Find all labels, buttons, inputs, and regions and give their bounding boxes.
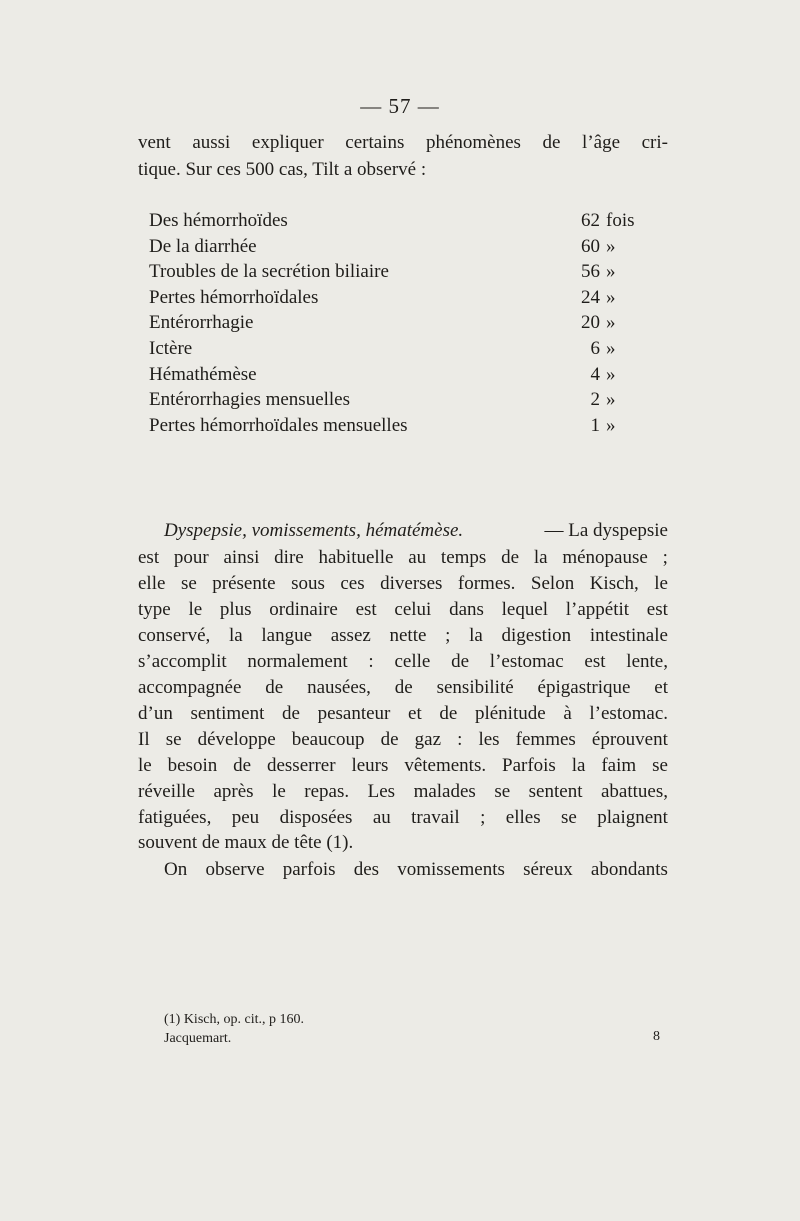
word: sentent bbox=[528, 781, 583, 802]
row-count: 24 bbox=[581, 286, 600, 308]
word: intestinale bbox=[589, 625, 668, 646]
row-label: Des hémorrhoïdes bbox=[149, 210, 288, 231]
row-count: 2 bbox=[590, 389, 600, 411]
word: pour bbox=[173, 547, 209, 568]
word: type bbox=[138, 599, 171, 620]
word: de bbox=[282, 703, 300, 724]
word: faim bbox=[601, 755, 637, 776]
word: abattues, bbox=[600, 781, 668, 802]
word: la bbox=[571, 755, 586, 776]
word: Les bbox=[367, 781, 396, 802]
word: elle bbox=[138, 573, 166, 594]
word: l’estomac. bbox=[589, 703, 668, 724]
word: gaz bbox=[414, 729, 442, 750]
word: ; bbox=[662, 547, 668, 568]
body-line bbox=[138, 701, 668, 727]
word: lente, bbox=[626, 651, 668, 672]
word: épigastrique bbox=[537, 677, 631, 698]
word: repas. bbox=[304, 781, 350, 802]
word: leurs bbox=[351, 755, 389, 776]
word: d’un bbox=[138, 703, 173, 724]
word: plénitude bbox=[474, 703, 546, 724]
body-line bbox=[138, 727, 668, 753]
word: observe bbox=[205, 859, 265, 880]
row-unit: fois bbox=[606, 210, 635, 231]
word: au bbox=[408, 547, 427, 568]
word: certains bbox=[345, 132, 405, 153]
word: l’âge bbox=[582, 132, 621, 153]
word: dire bbox=[274, 547, 304, 568]
word: abondants bbox=[590, 859, 668, 880]
word: nette bbox=[389, 625, 427, 646]
row-label: Hémathémèse bbox=[149, 363, 257, 385]
row-count: 6 bbox=[590, 338, 600, 359]
word: l’estomac bbox=[489, 651, 564, 672]
row-label: Pertes hémorrhoïdales mensuelles bbox=[149, 414, 408, 436]
body-line bbox=[138, 597, 668, 623]
word: celle bbox=[394, 651, 431, 672]
word: digestion bbox=[501, 625, 572, 646]
word: les bbox=[478, 729, 500, 750]
word: beaucoup bbox=[291, 729, 365, 750]
word: Kisch, bbox=[589, 573, 639, 594]
row-label: Troubles de la secrétion biliaire bbox=[149, 261, 389, 283]
section-last-line: souvent de maux de tête (1). bbox=[138, 832, 354, 853]
word: temps bbox=[440, 547, 487, 568]
body-line bbox=[138, 753, 668, 779]
word: conservé, bbox=[138, 625, 211, 646]
footnote-author: Jacquemart. bbox=[164, 1031, 232, 1046]
word: se bbox=[165, 729, 182, 750]
word: est bbox=[646, 599, 668, 620]
word: est bbox=[355, 599, 377, 620]
word: cri- bbox=[641, 132, 668, 153]
section-heading-title: Dyspepsie, vomissements, hématémèse. bbox=[164, 520, 464, 541]
footnote-text: (1) Kisch, op. cit., p 160. bbox=[164, 1012, 304, 1027]
word: vomissements bbox=[397, 859, 505, 880]
word: de bbox=[380, 729, 399, 750]
body-line bbox=[138, 545, 668, 571]
word: expliquer bbox=[251, 132, 324, 153]
row-count: 1 bbox=[590, 414, 600, 436]
word: besoin bbox=[167, 755, 218, 776]
word: habituelle bbox=[318, 547, 394, 568]
row-unit: » bbox=[606, 414, 616, 436]
word: la bbox=[228, 625, 243, 646]
row-count: 4 bbox=[590, 363, 600, 385]
word: se bbox=[561, 807, 577, 828]
word: au bbox=[372, 807, 391, 828]
word: femmes bbox=[515, 729, 576, 750]
word: langue bbox=[261, 625, 313, 646]
word: est bbox=[138, 547, 160, 568]
word: fatiguées, bbox=[138, 807, 212, 828]
body-line bbox=[138, 675, 668, 701]
word: l’appétit bbox=[565, 599, 630, 620]
word: sensibilité bbox=[436, 677, 514, 698]
word: disposées bbox=[279, 807, 353, 828]
word: Il bbox=[138, 729, 150, 750]
row-label: De la diarrhée bbox=[149, 235, 257, 257]
word: lequel bbox=[501, 599, 549, 620]
word: dans bbox=[449, 599, 484, 620]
word: desserrer bbox=[266, 755, 336, 776]
intro-line-1 bbox=[138, 130, 668, 156]
word: s’accomplit bbox=[138, 651, 227, 672]
word: le bbox=[654, 573, 668, 594]
word: aussi bbox=[192, 132, 231, 153]
word: Parfois bbox=[502, 755, 556, 776]
word: malades bbox=[413, 781, 476, 802]
body-line bbox=[138, 779, 668, 805]
next-paragraph-line bbox=[164, 857, 668, 883]
row-count: 20 bbox=[581, 312, 600, 334]
row-unit: » bbox=[606, 338, 616, 359]
body-line bbox=[138, 649, 668, 675]
word: vêtements. bbox=[404, 755, 487, 776]
word: de bbox=[542, 132, 561, 153]
row-unit: » bbox=[606, 235, 616, 257]
word: elles bbox=[505, 807, 541, 828]
signature-number: 8 bbox=[653, 1029, 660, 1044]
word: peu bbox=[231, 807, 260, 828]
word: formes. bbox=[457, 573, 516, 594]
word: de bbox=[451, 651, 470, 672]
row-count: 62 bbox=[581, 210, 600, 231]
word: ménopause bbox=[562, 547, 648, 568]
word: normalement bbox=[247, 651, 348, 672]
word: Selon bbox=[530, 573, 575, 594]
word: développe bbox=[197, 729, 276, 750]
word: plus bbox=[219, 599, 252, 620]
word: la bbox=[533, 547, 548, 568]
word: se bbox=[494, 781, 511, 802]
word: éprouvent bbox=[591, 729, 668, 750]
word: ainsi bbox=[223, 547, 260, 568]
word: plaignent bbox=[597, 807, 668, 828]
word: séreux bbox=[523, 859, 573, 880]
word: se bbox=[652, 755, 668, 776]
word: ces bbox=[340, 573, 365, 594]
row-unit: » bbox=[606, 389, 616, 411]
word: présente bbox=[212, 573, 276, 594]
row-unit: » bbox=[606, 286, 616, 308]
word: et bbox=[654, 677, 668, 698]
word: de bbox=[233, 755, 252, 776]
word: est bbox=[584, 651, 606, 672]
word: le bbox=[138, 755, 152, 776]
word: celui bbox=[394, 599, 432, 620]
word: se bbox=[180, 573, 197, 594]
word: de bbox=[501, 547, 520, 568]
word: phénomènes bbox=[425, 132, 521, 153]
intro-line-2: tique. Sur ces 500 cas, Tilt a observé : bbox=[138, 159, 427, 180]
word: à bbox=[563, 703, 572, 724]
word: réveille bbox=[138, 781, 195, 802]
word: des bbox=[353, 859, 380, 880]
word: : bbox=[457, 729, 463, 750]
word: parfois bbox=[282, 859, 336, 880]
row-unit: » bbox=[606, 261, 616, 283]
word: diverses bbox=[380, 573, 443, 594]
section-heading-continuation: — La dyspepsie bbox=[539, 520, 668, 541]
row-label: Entérorrhagies mensuelles bbox=[149, 389, 351, 411]
word: de bbox=[265, 677, 284, 698]
word: assez bbox=[330, 625, 371, 646]
word: après bbox=[213, 781, 254, 802]
word: le bbox=[272, 781, 286, 802]
word: la bbox=[469, 625, 483, 646]
word: sous bbox=[291, 573, 325, 594]
word: nausées, bbox=[307, 677, 371, 698]
row-unit: » bbox=[606, 312, 616, 334]
word: accompagnée bbox=[138, 677, 242, 698]
word: ordinaire bbox=[269, 599, 338, 620]
word: : bbox=[368, 651, 374, 672]
row-label: Entérorrhagie bbox=[149, 312, 254, 334]
word: ; bbox=[445, 625, 451, 646]
row-count: 56 bbox=[581, 261, 600, 283]
word: et bbox=[408, 703, 422, 724]
word: sentiment bbox=[190, 703, 265, 724]
row-unit: » bbox=[606, 363, 616, 385]
body-line bbox=[138, 623, 668, 649]
word: On bbox=[164, 859, 188, 880]
word: le bbox=[188, 599, 203, 620]
page-number: — 57 — bbox=[360, 94, 440, 118]
word: de bbox=[439, 703, 458, 724]
word: travail bbox=[411, 807, 460, 828]
section-heading-line bbox=[164, 518, 668, 544]
body-line bbox=[138, 571, 668, 597]
word: de bbox=[394, 677, 413, 698]
word: vent bbox=[138, 132, 171, 153]
row-count: 60 bbox=[581, 235, 600, 257]
section-heading bbox=[164, 518, 668, 544]
body-line bbox=[138, 805, 668, 831]
word: ; bbox=[480, 807, 486, 828]
word: pesanteur bbox=[317, 703, 391, 724]
row-label: Pertes hémorrhoïdales bbox=[149, 286, 319, 308]
row-label: Ictère bbox=[149, 338, 193, 359]
